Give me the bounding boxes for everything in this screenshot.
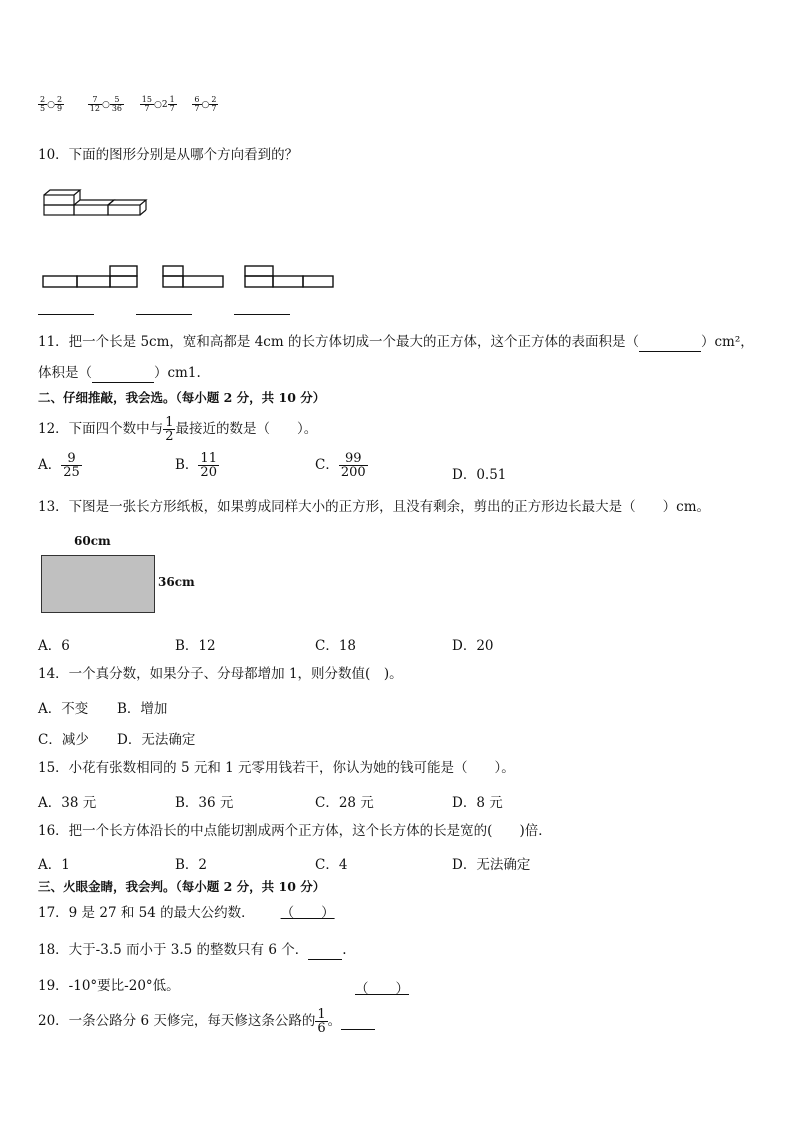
compare-row — [38, 96, 218, 114]
option-a[interactable]: A． $\frac{9}{25}$ — [38, 451, 80, 480]
option-b[interactable]: B．12 — [175, 638, 216, 654]
option-d[interactable]: D．无法确定 — [117, 732, 196, 748]
cardboard-rectangle — [41, 555, 155, 613]
answer-blank[interactable] — [308, 941, 342, 960]
question-11-line2: 体积是（ ）cm1. — [38, 365, 201, 381]
answer-blank[interactable] — [341, 1013, 375, 1030]
answer-blank[interactable] — [38, 314, 94, 315]
option-d[interactable]: D．20 — [452, 638, 494, 654]
question-15: 15．小花有张数相同的 5 元和 1 元零用钱若干，你认为她的钱可能是（ ）。 — [38, 760, 515, 776]
option-a[interactable]: A．6 — [38, 638, 70, 654]
option-b[interactable]: B．36 元 — [175, 795, 234, 811]
question-10: 10．下面的图形分别是从哪个方向看到的？ — [38, 147, 299, 163]
rect-height-label: 36cm — [158, 575, 195, 589]
answer-blank[interactable] — [234, 314, 290, 315]
compare-item: $\frac{15}{7}$ ○2 $\frac{1}{7}$ — [141, 95, 175, 113]
answer-blank[interactable] — [639, 333, 701, 352]
question-13: 13．下图是一张长方形纸板，如果剪成同样大小的正方形，且没有剩余，剪出的正方形边长最大是（ ）cm。 — [38, 499, 711, 515]
option-c[interactable]: C． $\frac{99}{200}$ — [315, 451, 366, 480]
question-17: 17．9 是 27 和 54 的最大公约数． （ ） — [38, 905, 335, 921]
question-20: 20．一条公路分 6 天修完，每天修这条公路的 $\frac{1}{6}$ 。 — [38, 1004, 375, 1038]
question-19: 19．-10°要比-20°低。 — [38, 978, 180, 994]
section-3-heading: 三、火眼金睛，我会判。（每小题 2 分，共 10 分） — [38, 879, 326, 894]
answer-paren[interactable]: （ ） — [355, 981, 409, 997]
option-a[interactable]: A．1 — [38, 857, 70, 873]
compare-item: $\frac{6}{7}$ ○ $\frac{2}{7}$ — [194, 95, 217, 113]
option-a[interactable]: A．38 元 — [38, 795, 97, 811]
question-11-line1: 11．把一个长是 5cm，宽和高都是 4cm 的长方体切成一个最大的正方体，这个正方体的表面积是（ ）cm²， — [38, 334, 754, 350]
option-a[interactable]: A．不变 — [38, 701, 89, 717]
option-b[interactable]: B．增加 — [117, 701, 168, 717]
answer-blank[interactable] — [136, 314, 192, 315]
view-figure-2 — [160, 264, 226, 290]
question-14: 14．一个真分数，如果分子、分母都增加 1，则分数值( )。 — [38, 666, 403, 682]
compare-item: $\frac{7}{12}$ ○ $\frac{5}{36}$ — [89, 95, 123, 113]
option-d[interactable]: D．无法确定 — [452, 857, 531, 873]
view-figure-1 — [40, 264, 140, 290]
option-b[interactable]: B． $\frac{11}{20}$ — [175, 451, 217, 480]
cube-stack-figure — [40, 187, 160, 219]
answer-blank[interactable] — [92, 364, 154, 383]
compare-item: $\frac{2}{5}$ ○ $\frac{2}{9}$ — [40, 95, 63, 113]
question-12: 12．下面四个数中与 $\frac{1}{2}$ 最接近的数是（ ）。 — [38, 415, 318, 444]
answer-paren[interactable]: （ ） — [280, 905, 335, 921]
question-18: 18．大于-3.5 而小于 3.5 的整数只有 6 个． . — [38, 942, 347, 958]
option-c[interactable]: C．4 — [315, 857, 348, 873]
option-c[interactable]: C．减少 — [38, 732, 89, 748]
option-d[interactable]: D．0.51 — [452, 467, 507, 483]
rect-width-label: 60cm — [74, 534, 111, 548]
option-c[interactable]: C．28 元 — [315, 795, 374, 811]
section-2-heading: 二、仔细推敲，我会选。（每小题 2 分，共 10 分） — [38, 390, 326, 405]
view-figure-3 — [242, 264, 336, 290]
option-c[interactable]: C．18 — [315, 638, 357, 654]
option-d[interactable]: D．8 元 — [452, 795, 503, 811]
question-16: 16．把一个长方体沿长的中点能切割成两个正方体，这个长方体的长是宽的( )倍． — [38, 823, 552, 839]
option-b[interactable]: B．2 — [175, 857, 208, 873]
